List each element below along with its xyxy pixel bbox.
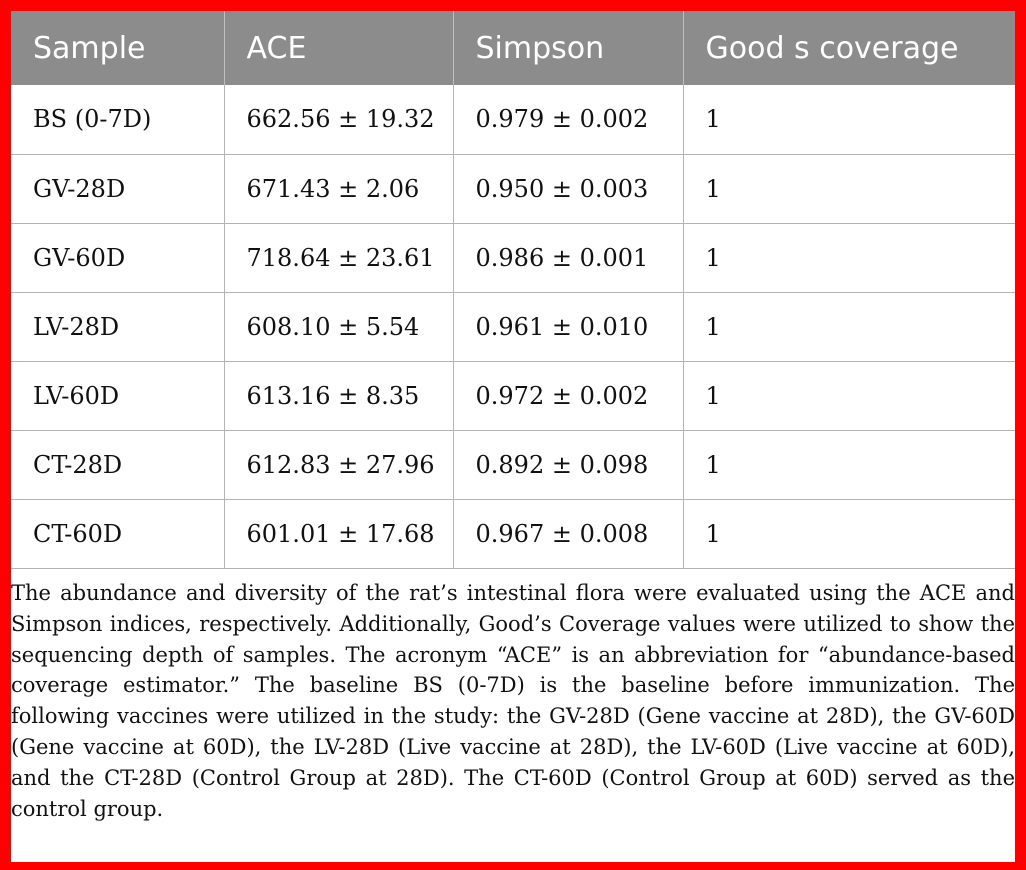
table-header-row — [11, 11, 1015, 85]
cell-ace: 612.83 ± 27.96 — [224, 430, 453, 499]
cell-simpson: 0.967 ± 0.008 — [453, 499, 683, 568]
cell-simpson: 0.950 ± 0.003 — [453, 154, 683, 223]
table-row — [11, 223, 1015, 292]
cell-ace: 718.64 ± 23.61 — [224, 223, 453, 292]
cell-simpson: 0.979 ± 0.002 — [453, 85, 683, 154]
cell-ace: 613.16 ± 8.35 — [224, 361, 453, 430]
cell-sample: CT-60D — [11, 499, 224, 568]
cell-simpson: 0.961 ± 0.010 — [453, 292, 683, 361]
cell-ace: 671.43 ± 2.06 — [224, 154, 453, 223]
cell-sample: CT-28D — [11, 430, 224, 499]
table-row — [11, 361, 1015, 430]
cell-ace: 662.56 ± 19.32 — [224, 85, 453, 154]
table-row — [11, 85, 1015, 154]
cell-simpson: 0.972 ± 0.002 — [453, 361, 683, 430]
table-footnote: The abundance and diversity of the rat’s intestinal flora were evaluated using the ACE and Simpson indices, respectively. Additionally, Good’s Coverage values were utilized to show the sequencing depth of samples. The acronym “ACE” is an abbreviation for “abundance-based coverage estimator.” The baseline BS (0-7D) is the baseline before immunization. The following vaccines were utilized in the study: the GV-28D (Gene vaccine at 28D), the GV-60D (Gene vaccine at 60D), the LV-28D (Live vaccine at 28D), the LV-60D (Live vaccine at 60D), and the CT-28D (Control Group at 28D). The CT-60D (Control Group at 60D) served as the control group. — [11, 581, 1015, 821]
cell-simpson: 0.892 ± 0.098 — [453, 430, 683, 499]
data-table — [11, 11, 1015, 569]
cell-sample: BS (0-7D) — [11, 85, 224, 154]
cell-coverage: 1 — [683, 430, 1015, 499]
cell-sample: GV-28D — [11, 154, 224, 223]
cell-coverage: 1 — [683, 85, 1015, 154]
table-row — [11, 499, 1015, 568]
cell-sample: GV-60D — [11, 223, 224, 292]
header-sample: Sample — [11, 11, 224, 85]
cell-ace: 608.10 ± 5.54 — [224, 292, 453, 361]
header-ace: ACE — [224, 11, 453, 85]
cell-sample: LV-60D — [11, 361, 224, 430]
header-simpson: Simpson — [453, 11, 683, 85]
table-row — [11, 292, 1015, 361]
cell-coverage: 1 — [683, 223, 1015, 292]
cell-coverage: 1 — [683, 361, 1015, 430]
header-goods-coverage: Good s coverage — [705, 30, 959, 66]
cell-sample: LV-28D — [11, 292, 224, 361]
table-row — [11, 430, 1015, 499]
table-row — [11, 154, 1015, 223]
cell-ace: 601.01 ± 17.68 — [224, 499, 453, 568]
cell-coverage: 1 — [683, 292, 1015, 361]
cell-coverage: 1 — [683, 499, 1015, 568]
cell-simpson: 0.986 ± 0.001 — [453, 223, 683, 292]
cell-coverage: 1 — [683, 154, 1015, 223]
